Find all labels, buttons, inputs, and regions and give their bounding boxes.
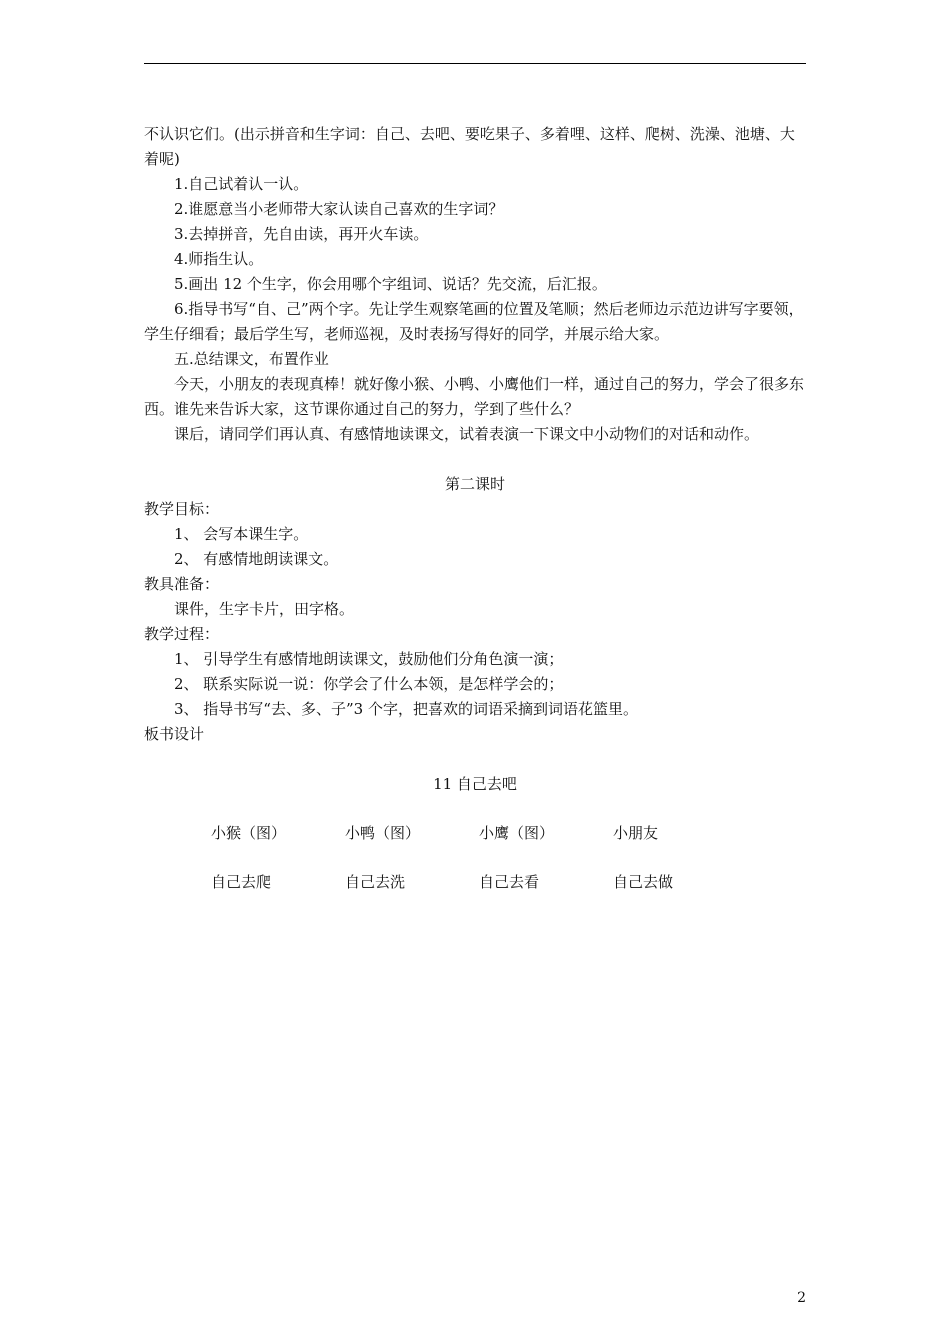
board-row-actions [211, 870, 806, 895]
goal-2: 2、 有感情地朗读课文。 [174, 550, 339, 568]
goals-label: 教学目标： [144, 500, 220, 518]
step-4: 4.师指生认。 [174, 250, 264, 268]
tools-text: 课件，生字卡片，田字格。 [174, 600, 355, 618]
board-row-animals [211, 821, 806, 846]
board-cell: 自己去爬 [211, 873, 272, 891]
step-6: 6.指导书写“自、己”两个字。先让学生观察笔画的位置及笔顺；然后老师边示范边讲写字要领，学生仔细看；最后学生写，老师巡视，及时表扬写得好的同学，并展示给大家。 [144, 300, 804, 343]
document-body [144, 122, 806, 895]
process-3: 3、 指导书写“去、多、子”3 个字，把喜欢的词语采摘到词语花篮里。 [174, 700, 638, 718]
lesson2-title: 第二课时 [444, 475, 505, 493]
board-cell: 自己去做 [613, 873, 674, 891]
step-2: 2.谁愿意当小老师带大家认读自己喜欢的生字词？ [174, 200, 504, 218]
board-title: 11 自己去吧 [433, 775, 517, 793]
board-label: 板书设计 [144, 725, 205, 743]
step-3: 3.去掉拼音，先自由读，再开火车读。 [174, 225, 429, 243]
process-label: 教学过程： [144, 625, 220, 643]
summary-paragraph-2: 课后，请同学们再认真、有感情地读课文，试着表演一下课文中小动物们的对话和动作。 [174, 425, 760, 443]
board-cell: 自己去洗 [345, 873, 406, 891]
process-1: 1、 引导学生有感情地朗读课文，鼓励他们分角色演一演； [174, 650, 564, 668]
page-number: 2 [797, 1290, 806, 1306]
tools-label: 教具准备： [144, 575, 220, 593]
continuation-paragraph: 不认识它们。(出示拼音和生字词：自己、去吧、要吃果子、多着哩、这样、爬树、洗澡、池塘、大着呢) [144, 125, 795, 168]
goal-1: 1、 会写本课生字。 [174, 525, 309, 543]
board-cell: 小朋友 [613, 824, 659, 842]
board-cell: 小鹰（图） [479, 824, 555, 842]
board-cell: 小鸭（图） [345, 824, 421, 842]
header-rule [144, 63, 806, 64]
step-5: 5.画出 12 个生字，你会用哪个字组词、说话？先交流，后汇报。 [174, 275, 607, 293]
process-2: 2、 联系实际说一说：你学会了什么本领，是怎样学会的； [174, 675, 564, 693]
summary-paragraph-1: 今天，小朋友的表现真棒！就好像小猴、小鸭、小鹰他们一样，通过自己的努力，学会了很多东西。谁先来告诉大家，这节课你通过自己的努力，学到了些什么？ [144, 375, 805, 418]
board-cell: 自己去看 [479, 873, 540, 891]
section5-heading: 五.总结课文，布置作业 [174, 350, 329, 368]
step-1: 1.自己试着认一认。 [174, 175, 309, 193]
board-cell: 小猴（图） [211, 824, 287, 842]
